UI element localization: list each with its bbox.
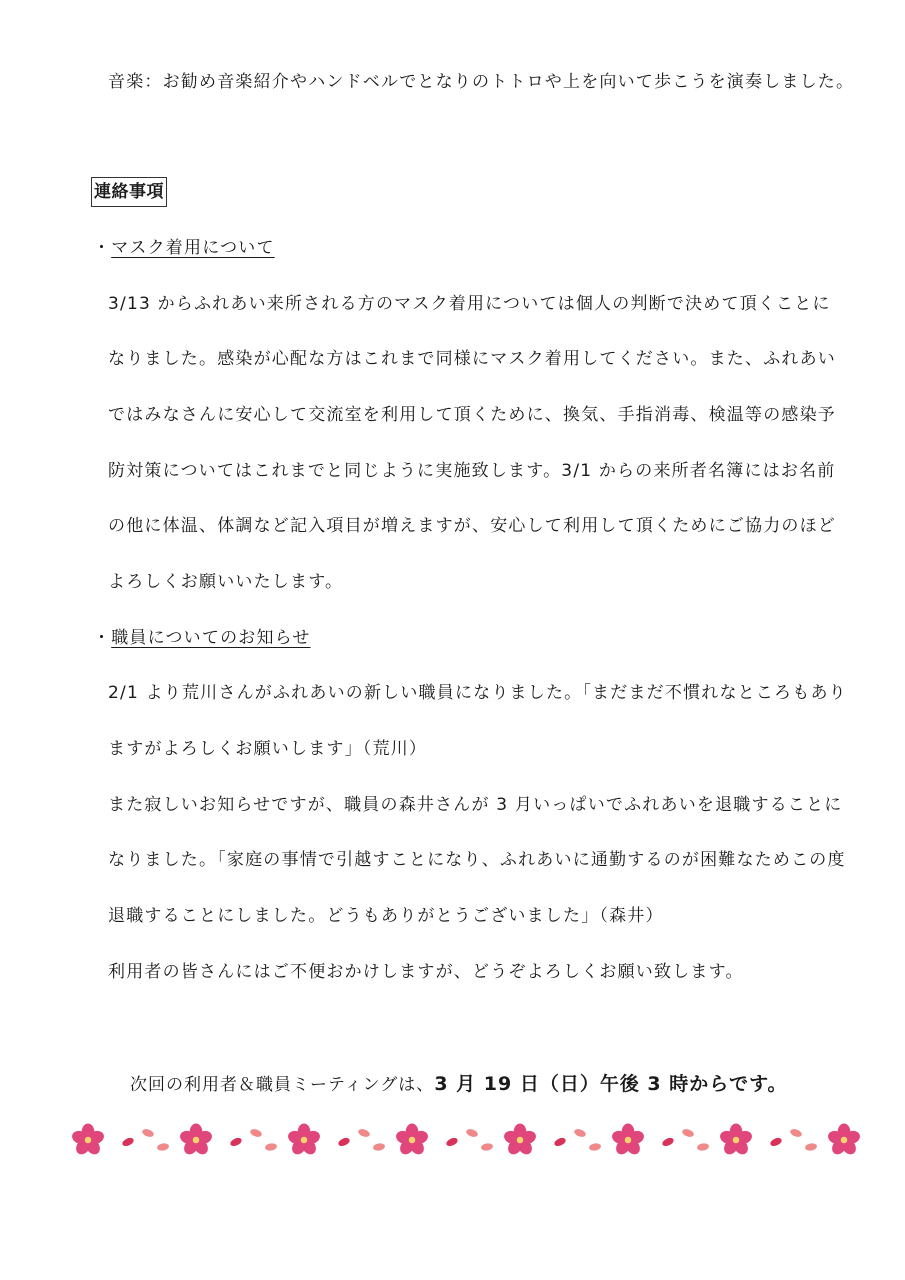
bullet-marker: ・ (93, 628, 112, 648)
music-activity-line: 音楽：お勧め音楽紹介やハンドベルでとなりのトトロや上を向いて歩こうを演奏しました。 (108, 72, 855, 92)
cherry-blossom-icon (718, 1124, 753, 1158)
mask-paragraph-line: 防対策についてはこれまでと同じように実施致します。3/1 からの来所者名簿にはお名前 (108, 461, 836, 481)
falling-petal-icon (445, 1136, 459, 1147)
staff-heading-text: 職員についてのお知らせ (111, 628, 311, 648)
cherry-blossom-icon (502, 1124, 537, 1158)
falling-petal-icon (264, 1143, 277, 1152)
falling-petal-icon (553, 1136, 567, 1147)
falling-petal-icon (357, 1128, 371, 1139)
section-title-notices: 連絡事項 (91, 177, 167, 207)
falling-petal-icon (229, 1136, 243, 1147)
falling-petal-icon (141, 1128, 155, 1139)
mask-paragraph-line: ではみなさんに安心して交流室を利用して頂くために、換気、手指消毒、検温等の感染予 (108, 405, 836, 425)
mask-heading-text: マスク着用について (111, 238, 275, 258)
falling-petal-icon (681, 1128, 695, 1139)
cherry-blossom-icon (826, 1124, 861, 1158)
bullet-marker: ・ (93, 238, 112, 258)
cherry-blossom-icon (286, 1124, 321, 1158)
falling-petal-icon (573, 1128, 587, 1139)
falling-petal-icon (156, 1143, 169, 1152)
mask-paragraph-line: 3/13 からふれあい来所される方のマスク着用については個人の判断で決めて頂くことに (108, 294, 831, 314)
falling-petal-icon (696, 1143, 709, 1152)
falling-petal-icon (121, 1136, 135, 1147)
cherry-blossom-border (70, 1120, 870, 1160)
falling-petal-icon (465, 1128, 479, 1139)
cherry-blossom-icon (178, 1124, 213, 1158)
next-meeting-datetime: 3 月 19 日（日）午後 3 時からです。 (434, 1073, 788, 1095)
cherry-blossom-icon (610, 1124, 645, 1158)
falling-petal-icon (789, 1128, 803, 1139)
staff-paragraph-line: また寂しいお知らせですが、職員の森井さんが 3 月いっぱいでふれあいを退職することに (108, 795, 843, 815)
falling-petal-icon (588, 1143, 601, 1152)
staff-paragraph-line: 利用者の皆さんにはご不便おかけしますが、どうぞよろしくお願い致します。 (108, 962, 744, 982)
mask-paragraph-line: よろしくお願いいたします。 (108, 572, 344, 592)
mask-paragraph-line: なりました。感染が心配な方はこれまで同様にマスク着用してください。また、ふれあい (108, 349, 836, 369)
staff-paragraph-line: ますがよろしくお願いします」（荒川） (108, 739, 428, 759)
falling-petal-icon (372, 1143, 385, 1152)
mask-paragraph-line: の他に体温、体調など記入項目が増えますが、安心して利用して頂くためにご協力のほど (108, 516, 836, 536)
staff-paragraph-line: 退職することにしました。どうもありがとうございました」（森井） (108, 906, 664, 926)
staff-heading (93, 626, 311, 650)
falling-petal-icon (249, 1128, 263, 1139)
falling-petal-icon (804, 1143, 817, 1152)
staff-paragraph-line: 2/1 より荒川さんがふれあいの新しい職員になりました。「まだまだ不慣れなところもあり (108, 683, 847, 703)
next-meeting-prefix: 次回の利用者＆職員ミーティングは、 (130, 1075, 435, 1095)
cherry-blossom-icon (394, 1124, 429, 1158)
falling-petal-icon (769, 1136, 783, 1147)
falling-petal-icon (480, 1143, 493, 1152)
cherry-blossom-icon (70, 1124, 105, 1158)
falling-petal-icon (337, 1136, 351, 1147)
staff-paragraph-line: なりました。「家庭の事情で引越すことになり、ふれあいに通勤するのが困難なためこの度 (108, 850, 846, 870)
next-meeting-notice (130, 1072, 788, 1097)
mask-heading (93, 236, 275, 260)
falling-petal-icon (661, 1136, 675, 1147)
